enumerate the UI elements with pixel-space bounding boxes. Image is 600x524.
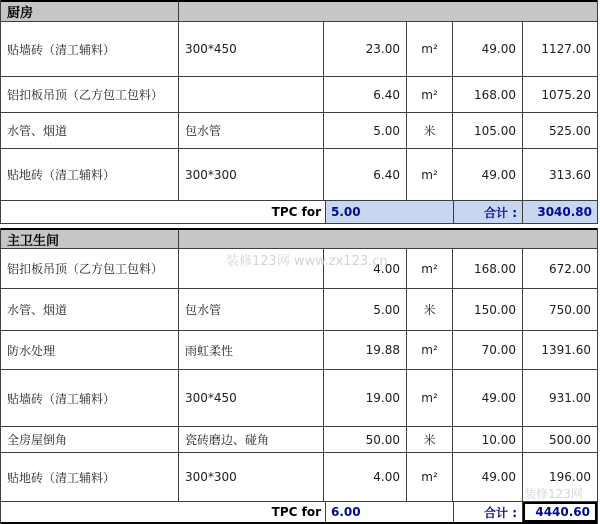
section-title: 主卫生间	[1, 230, 179, 248]
unit-price-cell: 49.00	[453, 149, 523, 200]
unit-price-cell: 105.00	[453, 113, 523, 148]
spec-cell: 瓷砖磨边、碰角	[179, 427, 324, 452]
quantity-cell: 5.00	[324, 113, 407, 148]
item-cell: 全房屋倒角	[1, 427, 179, 452]
section-header-bathroom	[1, 228, 597, 249]
quantity-cell: 6.40	[324, 149, 407, 200]
grand-total-label: 合计 :	[454, 201, 523, 223]
table-row	[1, 427, 597, 453]
table-row	[1, 331, 597, 370]
total-cell: 500.00	[549, 432, 591, 447]
unit-cell: 米	[407, 427, 453, 452]
watermark: 装修123网	[524, 487, 583, 501]
spec-cell	[179, 77, 324, 112]
item-cell: 贴地砖（清工辅料）	[1, 149, 179, 200]
selected-grand-total-cell: 4440.60	[523, 502, 597, 522]
section-title: 厨房	[1, 2, 179, 21]
quantity-cell: 50.00	[324, 427, 407, 452]
spec-cell: 300*450	[179, 370, 324, 426]
unit-cell: m²	[407, 370, 453, 426]
quantity-cell: 4.00	[324, 249, 407, 288]
quantity-cell: 5.00	[324, 289, 407, 330]
unit-cell: 米	[407, 289, 453, 330]
watermark: 装修123网 www.zx123.cn	[226, 254, 388, 269]
quantity-cell: 23.00	[324, 22, 407, 76]
total-cell: 196.00	[549, 470, 591, 484]
table-row	[1, 249, 597, 289]
spec-cell: 包水管	[179, 289, 324, 330]
table-row	[1, 370, 597, 427]
spec-cell: 300*450	[179, 22, 324, 76]
spec-cell: 雨虹柔性	[179, 331, 324, 369]
unit-price-cell: 168.00	[453, 77, 523, 112]
section-header-kitchen	[1, 0, 597, 22]
table-row	[1, 149, 597, 201]
bathroom-table	[0, 228, 598, 524]
kitchen-summary-row	[1, 201, 597, 224]
unit-cell: m²	[407, 22, 453, 76]
quantity-cell: 4.00	[324, 453, 407, 501]
table-row	[1, 453, 597, 502]
section-header-filler	[179, 230, 597, 248]
spec-cell: 300*300	[179, 453, 324, 501]
section-header-filler	[179, 2, 597, 21]
table-row	[1, 77, 597, 113]
grand-total-label: 合计 :	[454, 502, 523, 522]
total-cell: 750.00	[549, 302, 591, 317]
item-cell: 水管、烟道	[1, 289, 179, 330]
item-cell: 贴墙砖（清工辅料）	[1, 370, 179, 426]
total-cell: 672.00	[549, 261, 591, 276]
summary-value-cell: 6.00	[326, 502, 454, 522]
item-cell: 贴墙砖（清工辅料）	[1, 22, 179, 76]
summary-label: TPC for	[1, 502, 326, 522]
unit-cell: m²	[407, 77, 453, 112]
unit-cell: m²	[407, 249, 453, 288]
table-row	[1, 113, 597, 149]
item-cell: 铝扣板吊顶（乙方包工包料）	[1, 249, 179, 288]
total-cell: 931.00	[549, 391, 591, 405]
item-cell: 铝扣板吊顶（乙方包工包料）	[1, 77, 179, 112]
spec-cell: 包水管	[179, 113, 324, 148]
spec-cell: 300*300	[179, 149, 324, 200]
total-cell: 1127.00	[541, 42, 591, 56]
item-cell: 贴地砖（清工辅料）	[1, 453, 179, 501]
unit-price-cell: 150.00	[453, 289, 523, 330]
unit-price-cell: 168.00	[453, 249, 523, 288]
unit-price-cell: 49.00	[453, 370, 523, 426]
quantity-cell: 19.88	[324, 331, 407, 369]
spec-cell	[179, 249, 324, 288]
quantity-cell: 19.00	[324, 370, 407, 426]
table-row	[1, 22, 597, 77]
kitchen-table	[0, 0, 598, 224]
total-cell: 1391.60	[541, 343, 591, 357]
unit-cell: m²	[407, 331, 453, 369]
item-cell: 水管、烟道	[1, 113, 179, 148]
total-cell: 525.00	[549, 123, 591, 138]
grand-total-cell: 3040.80	[523, 201, 597, 223]
unit-price-cell: 70.00	[453, 331, 523, 369]
total-cell: 1075.20	[541, 87, 591, 102]
unit-price-cell: 10.00	[453, 427, 523, 452]
summary-label: TPC for	[1, 201, 326, 223]
unit-cell: m²	[407, 453, 453, 501]
total-cell: 313.60	[549, 167, 591, 182]
summary-value-cell: 5.00	[326, 201, 454, 223]
unit-cell: 米	[407, 113, 453, 148]
table-row	[1, 289, 597, 331]
quantity-cell: 6.40	[324, 77, 407, 112]
unit-price-cell: 49.00	[453, 453, 523, 501]
bathroom-summary-row	[1, 502, 597, 524]
item-cell: 防水处理	[1, 331, 179, 369]
unit-price-cell: 49.00	[453, 22, 523, 76]
unit-cell: m²	[407, 149, 453, 200]
